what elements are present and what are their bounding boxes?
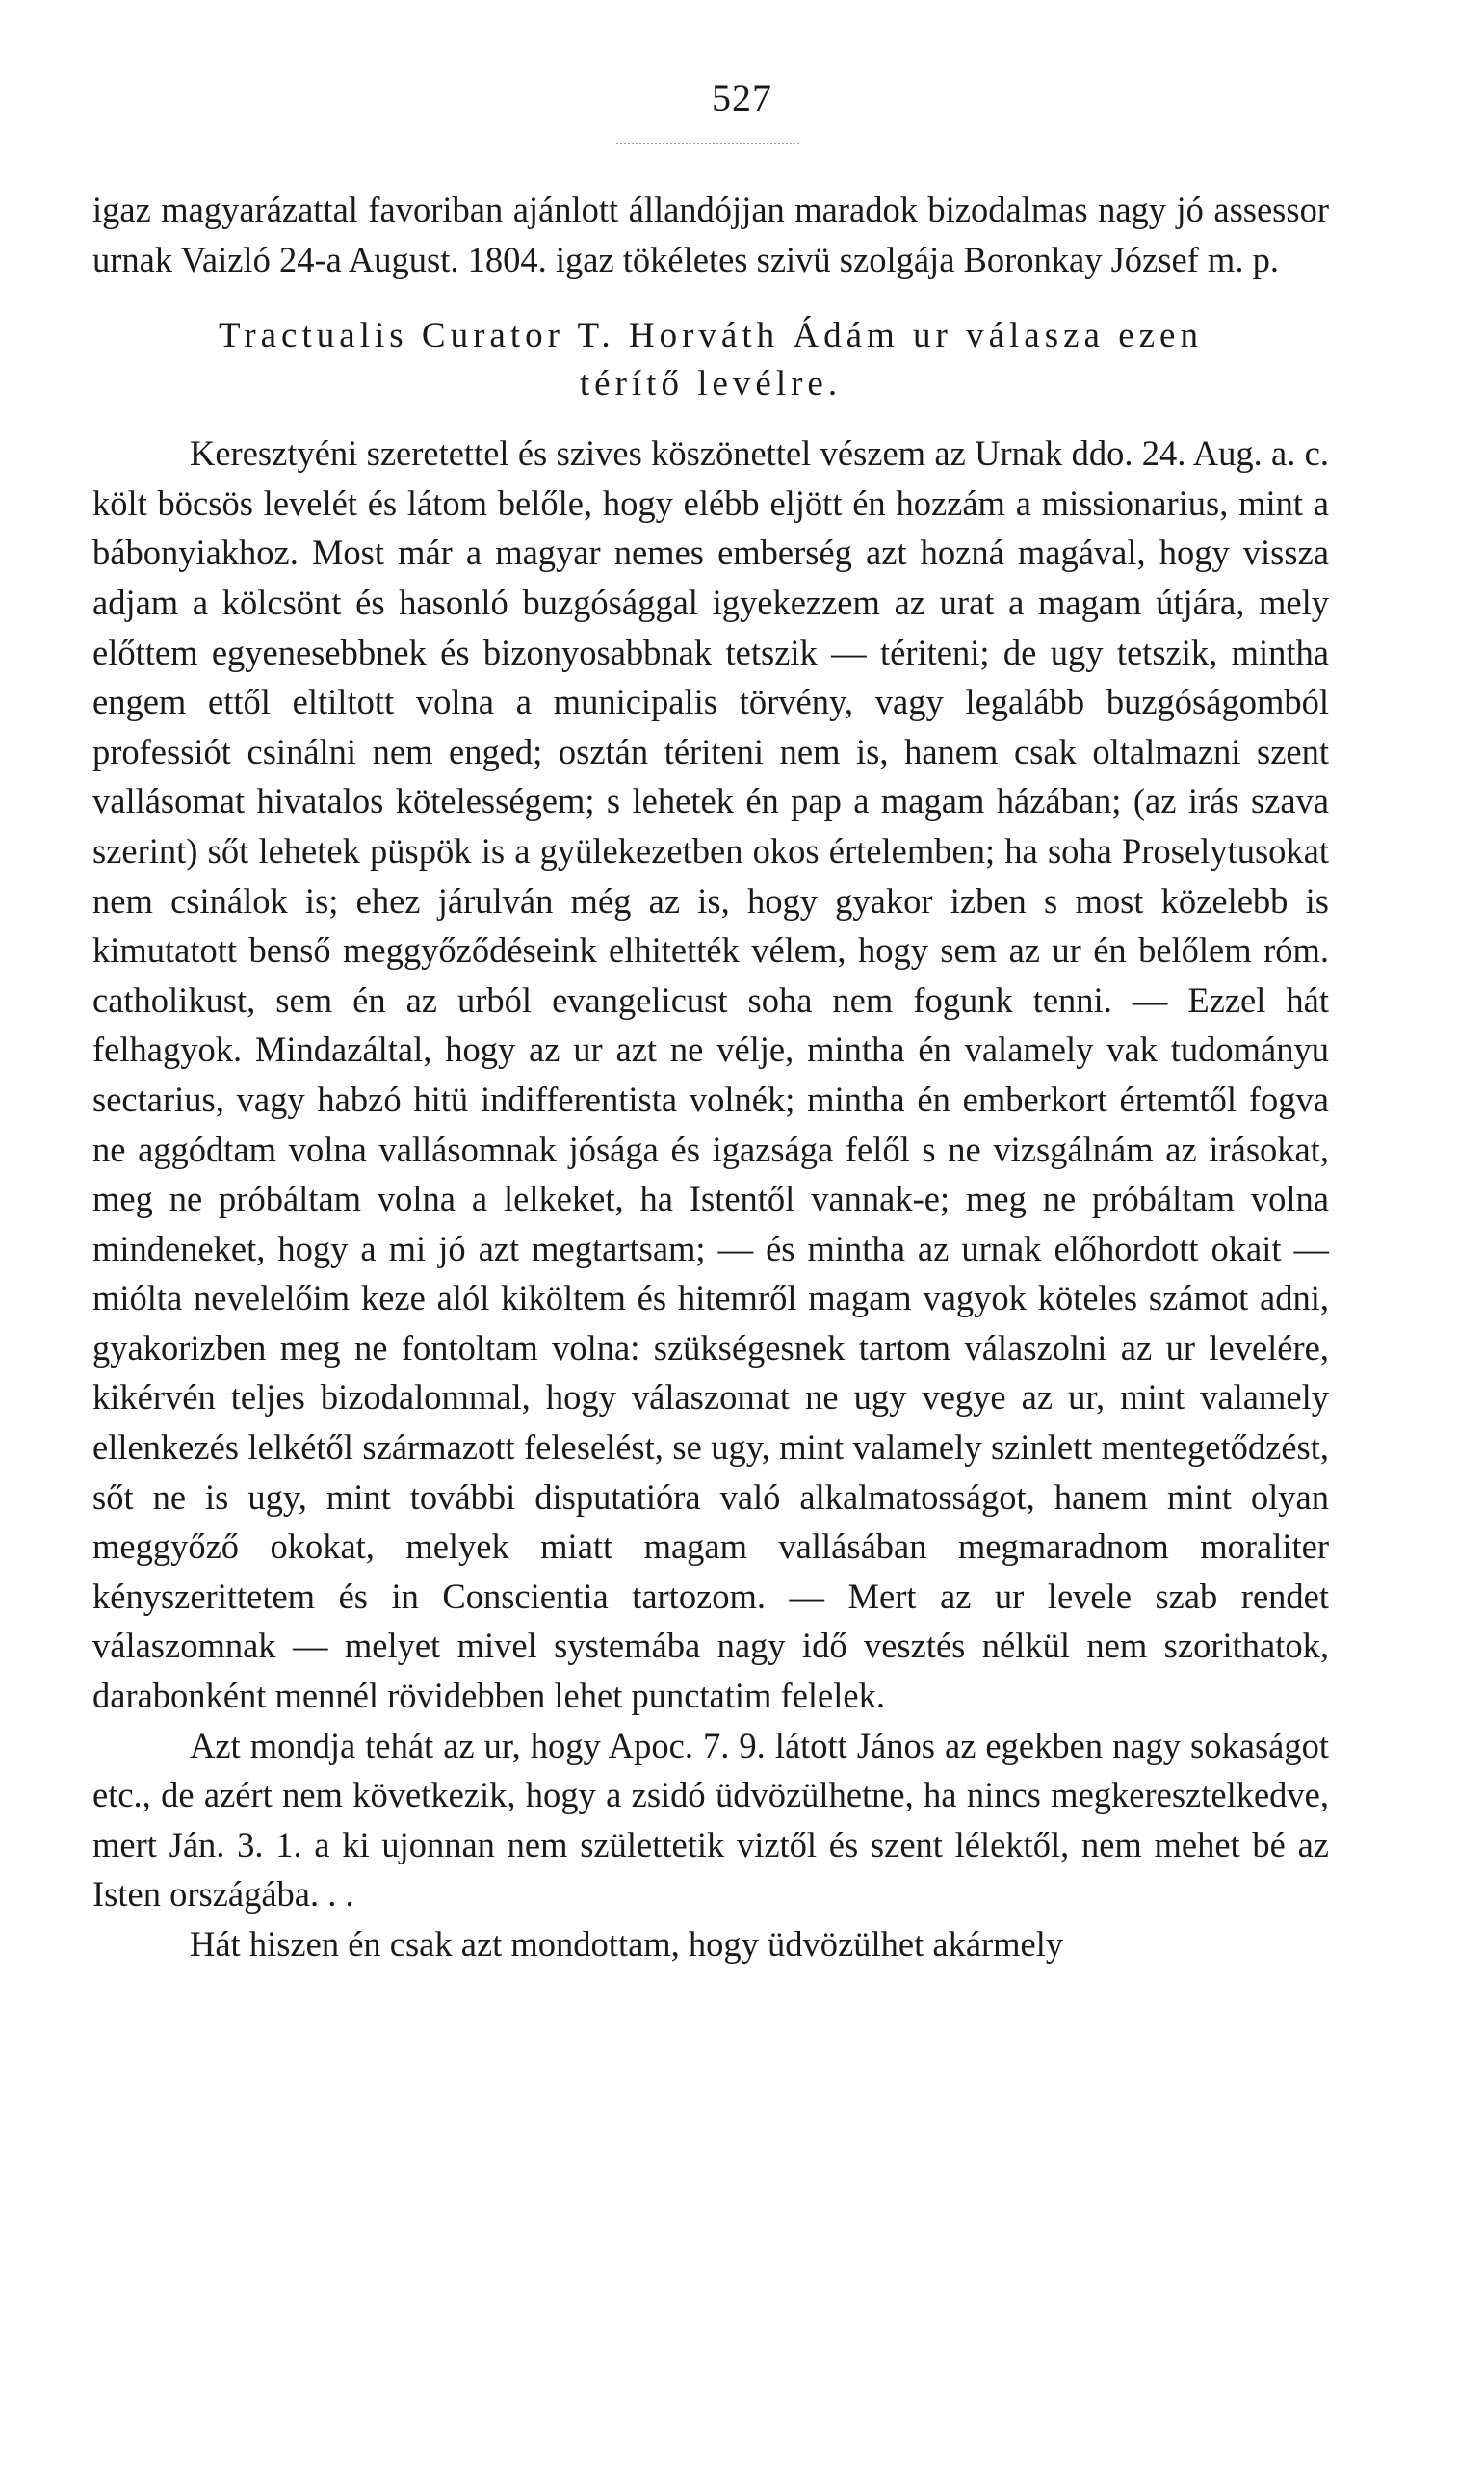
page-number: 527 [712,76,772,119]
heading-line-1: Tractualis Curator T. Horváth Ádám ur válasza ezen [219,316,1203,356]
opening-paragraph: igaz magyarázattal favoriban ajánlott állandójjan maradok bizodalmas nagy jó assessor urnak Vaizló 24-a August. 1804. igaz tökéletes szivü szolgája Boronkay József m. p. [92,190,1329,279]
paragraph-2: Azt mondja tehát az ur, hogy Apoc. 7. 9. látott János az egekben nagy sokaságot etc., de azért nem következik, hogy a zsidó üdvözülhetne, ha nincs megkeresztelkedve, mert Ján. 3. 1. a ki ujonnan nem születtetik viztől és szent lélektől, nem mehet bé az Isten országába. . . [92,1725,1329,1915]
page-body [92,185,1329,1969]
paragraph-1: Keresztyéni szeretettel és szives köszönettel vészem az Urnak ddo. 24. Aug. a. c. költ böcsös levelét és látom belőle, hogy elébb eljött én hozzám a missionarius, mint a bábonyiakhoz. Most már a magyar nemes emberség azt hozná magával, hogy vissza adjam a kölcsönt és hasonló buzgósággal igyekezzem az urat a magam útjára, mely előttem egyenesebbnek és bizonyosabbnak tetszik — tériteni; de ugy tetszik, mintha engem ettől eltiltott volna a municipalis törvény, vagy legalább buzgóságomból professiót csinálni nem enged; osztán tériteni nem is, hanem csak oltalmazni szent vallásomat hivatalos kötelességem; s lehetek én pap a magam házában; (az irás szava szerint) sőt lehetek püspök is a gyülekezetben okos értelemben; ha soha Proselytusokat nem csinálok is; ehez járulván még az is, hogy gyakor izben s most közelebb is kimutatott benső meggyőződéseink elhitették vélem, hogy sem az ur én belőlem róm. catholikust, sem én az urból evangelicust soha nem fogunk tenni. — Ezzel hát felhagyok. Mindazáltal, hogy az ur azt ne vélje, mintha én valamely vak tudományu sectarius, vagy habzó hitü indifferentista volnék; mintha én emberkort értemtől fogva ne aggódtam volna vallásomnak jósága és igazsága felől s ne vizsgálnám az irásokat, meg ne próbáltam volna a lelkeket, ha Istentől vannak-e; meg ne próbáltam volna mindeneket, hogy a mi jó azt megtartsam; — és mintha az urnak előhordott okait — miólta nevelelőim keze alól kiköltem és hitemről magam vagyok köteles számot adni, gyakorizben meg ne fontoltam volna: szükségesnek tartom válaszolni az ur levelére, kikérvén teljes bizodalommal, hogy válaszomat ne ugy vegye az ur, mint valamely ellenkezés lelkétől származott feleselést, se ugy, mint valamely szinlett mentegetődzést, sőt ne is ugy, mint további disputatióra való alkalmatosságot, hanem mint olyan meggyőző okokat, melyek miatt magam vallásában megmaradnom moraliter kényszerittetem és in Conscientia tartozom. — Mert az ur levele szab rendet válaszomnak — melyet mivel systemába nagy idő vesztés nélkül nem szorithatok, darabonként mennél rövidebben lehet punctatim felelek. [92,433,1329,1716]
paragraph-3: Hát hiszen én csak azt mondottam, hogy üdvözülhet akármely [190,1924,1064,1964]
section-heading [92,312,1329,408]
page-number-rule [616,143,799,144]
heading-line-2: térítő levélre. [579,364,843,404]
